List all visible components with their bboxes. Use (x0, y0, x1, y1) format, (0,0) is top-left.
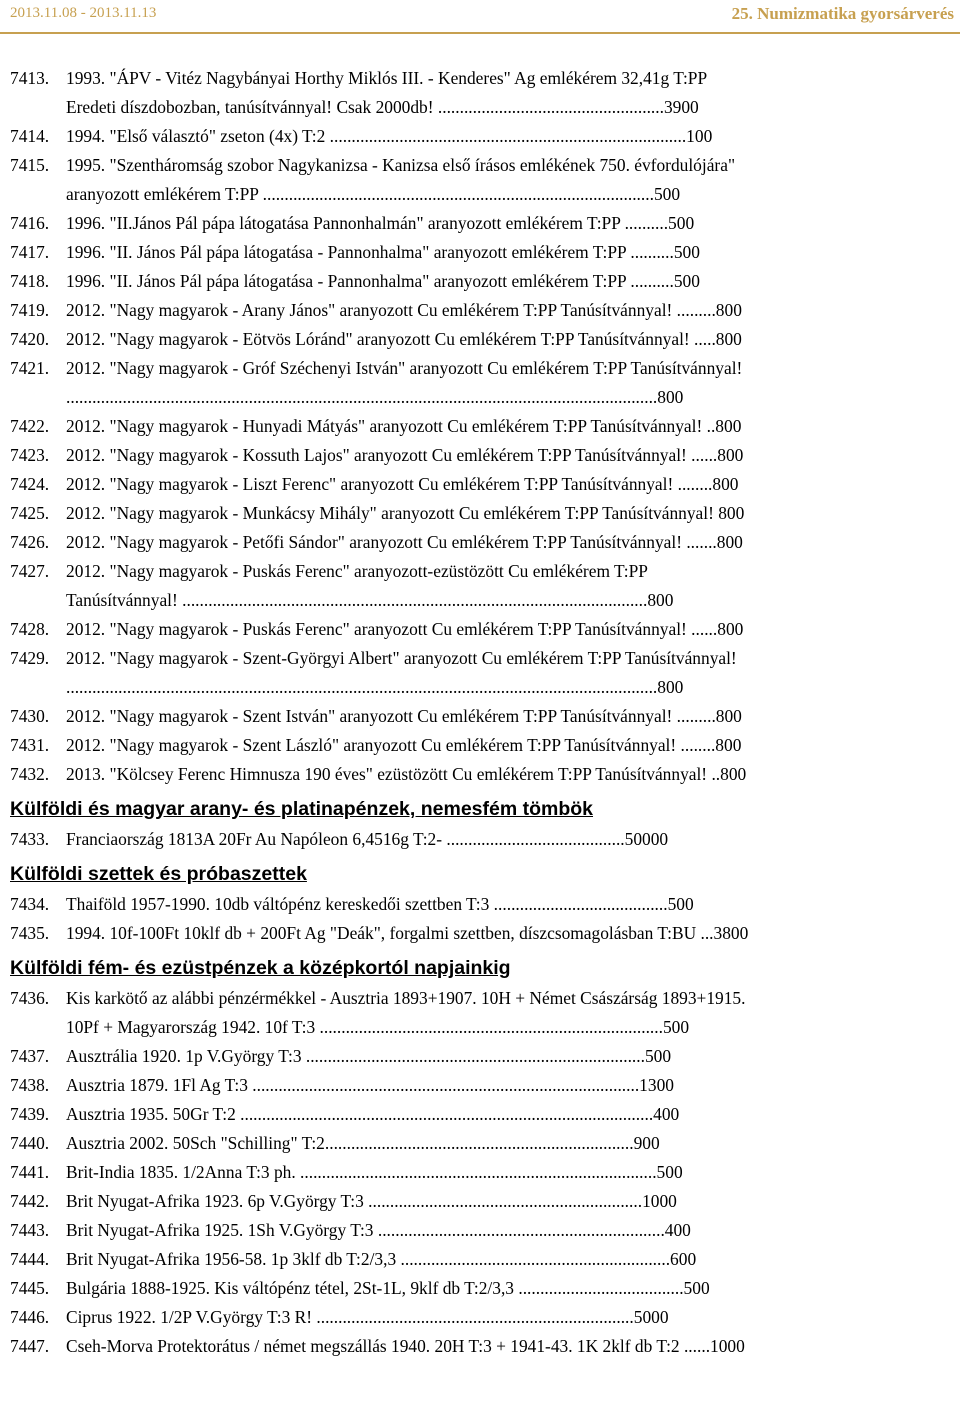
lot-description-line: Ciprus 1922. 1/2P V.György T:3 R! .........................................................................5000 (66, 1307, 669, 1327)
lot-item (10, 825, 872, 854)
lot-description-line: Eredeti díszdobozban, tanúsítvánnyal! Csak 2000db! ....................................................3900 (66, 97, 699, 117)
lot-description-line: 2012. "Nagy magyarok - Eötvös Lóránd" aranyozott Cu emlékérem T:PP Tanúsítvánnyal! .....800 (66, 329, 742, 349)
lot-item (10, 64, 872, 122)
lot-number: 7437. (10, 1046, 50, 1066)
section-heading: Külföldi és magyar arany- és platinapénzek, nemesfém tömbök (10, 798, 594, 820)
lot-number: 7439. (10, 1104, 50, 1124)
lot-number: 7420. (10, 329, 50, 349)
lot-item (10, 122, 872, 151)
lot-item (10, 731, 872, 760)
lot-number: 7431. (10, 735, 50, 755)
lot-number: 7421. (10, 358, 50, 378)
lot-item (10, 528, 872, 557)
lot-item (10, 984, 872, 1042)
lot-description-line: 2012. "Nagy magyarok - Petőfi Sándor" aranyozott Cu emlékérem T:PP Tanúsítvánnyal! .......800 (66, 532, 743, 552)
lot-description-line: 1995. "Szentháromság szobor Nagykanizsa - Kanizsa első írásos emlékének 750. évfordulójára" (66, 155, 736, 175)
lot-description-line: 1996. "II.János Pál pápa látogatása Pannonhalmán" aranyozott emlékérem T:PP ..........500 (66, 213, 695, 233)
lot-item (10, 441, 872, 470)
lot-item (10, 1216, 872, 1245)
lot-item (10, 151, 872, 209)
lot-number: 7423. (10, 445, 50, 465)
lot-item (10, 890, 872, 919)
lot-item (10, 325, 872, 354)
lot-description-line: Ausztria 1935. 50Gr T:2 ...............................................................................................400 (66, 1104, 680, 1124)
lot-description-line: 2012. "Nagy magyarok - Arany János" aranyozott Cu emlékérem T:PP Tanúsítvánnyal! .........800 (66, 300, 742, 320)
lot-description-line: 1994. "Első választó" zseton (4x) T:2 ..................................................................................100 (66, 126, 713, 146)
lot-item (10, 760, 872, 789)
lot-description-line: Cseh-Morva Protektorátus / német megszállás 1940. 20H T:3 + 1941-43. 1K 2klf db T:2 ......1000 (66, 1336, 745, 1356)
lot-description-line: Thaiföld 1957-1990. 10db váltópénz kereskedői szettben T:3 ........................................500 (66, 894, 694, 914)
lot-number: 7435. (10, 923, 50, 943)
lot-number: 7438. (10, 1075, 50, 1095)
section-heading: Külföldi fém- és ezüstpénzek a középkortól napjainkig (10, 957, 511, 979)
lot-item (10, 267, 872, 296)
lot-item (10, 615, 872, 644)
lot-number: 7424. (10, 474, 50, 494)
lot-description-line: Tanúsítvánnyal! ...........................................................................................................800 (66, 590, 674, 610)
lot-number: 7430. (10, 706, 50, 726)
lot-description-line: 2012. "Nagy magyarok - Szent-Györgyi Albert" aranyozott Cu emlékérem T:PP Tanúsítvánnyal! (66, 648, 737, 668)
lot-number: 7427. (10, 561, 50, 581)
lot-number: 7428. (10, 619, 50, 639)
lot-item (10, 1274, 872, 1303)
lot-number: 7433. (10, 829, 50, 849)
lot-description-line: Kis karkötő az alábbi pénzérmékkel - Ausztria 1893+1907. 10H + Német Császárság 1893+1915. (66, 988, 746, 1008)
lot-item (10, 499, 872, 528)
lot-number: 7416. (10, 213, 50, 233)
lot-number: 7444. (10, 1249, 50, 1269)
lot-description-line: Brit Nyugat-Afrika 1923. 6p V.György T:3 ...............................................................1000 (66, 1191, 677, 1211)
lot-description-line: 2013. "Kölcsey Ferenc Himnusza 190 éves" ezüstözött Cu emlékérem T:PP Tanúsítvánnyal! ..800 (66, 764, 747, 784)
lot-description-line: ........................................................................................................................................800 (66, 677, 684, 697)
lot-description-line: 1993. "ÁPV - Vitéz Nagybányai Horthy Miklós III. - Kenderes" Ag emlékérem 32,41g T:PP (66, 68, 708, 88)
lot-number: 7425. (10, 503, 50, 523)
lot-item (10, 1187, 872, 1216)
lot-description-line: Brit Nyugat-Afrika 1925. 1Sh V.György T:3 ..................................................................400 (66, 1220, 691, 1240)
lot-description-line: 1994. 10f-100Ft 10klf db + 200Ft Ag "Deák", forgalmi szettben, díszcsomagolásban T:BU ...3800 (66, 923, 749, 943)
lot-item (10, 702, 872, 731)
header-dates: 2013.11.08 - 2013.11.13 (10, 5, 157, 21)
lot-number: 7413. (10, 68, 50, 88)
lot-item (10, 209, 872, 238)
lot-item (10, 1071, 872, 1100)
lot-description-line: Ausztrália 1920. 1p V.György T:3 ..............................................................................500 (66, 1046, 672, 1066)
lot-description-line: Brit Nyugat-Afrika 1956-58. 1p 3klf db T:2/3,3 ..............................................................600 (66, 1249, 697, 1269)
lot-item (10, 1303, 872, 1332)
lot-description-line: 2012. "Nagy magyarok - Kossuth Lajos" aranyozott Cu emlékérem T:PP Tanúsítvánnyal! ......800 (66, 445, 744, 465)
lot-item (10, 557, 872, 615)
lot-number: 7419. (10, 300, 50, 320)
lot-number: 7445. (10, 1278, 50, 1298)
lot-number: 7446. (10, 1307, 50, 1327)
lot-item (10, 919, 872, 948)
lot-description-line: Ausztria 1879. 1Fl Ag T:3 .........................................................................................1300 (66, 1075, 674, 1095)
lot-description-line: Bulgária 1888-1925. Kis váltópénz tétel, 2St-1L, 9klf db T:2/3,3 ......................................500 (66, 1278, 710, 1298)
lot-item (10, 1129, 872, 1158)
lot-item (10, 644, 872, 702)
lot-description-line: 1996. "II. János Pál pápa látogatása - Pannonhalma" aranyozott emlékérem T:PP ..........500 (66, 271, 700, 291)
page-header (0, 0, 960, 36)
lot-description-line: ........................................................................................................................................800 (66, 387, 684, 407)
lot-item (10, 1100, 872, 1129)
lot-description-line: 2012. "Nagy magyarok - Liszt Ferenc" aranyozott Cu emlékérem T:PP Tanúsítvánnyal! ........800 (66, 474, 739, 494)
lot-item (10, 470, 872, 499)
lot-description-line: 2012. "Nagy magyarok - Gróf Széchenyi István" aranyozott Cu emlékérem T:PP Tanúsítvánnyal! (66, 358, 743, 378)
header-rule (0, 32, 960, 34)
lot-description-line: 10Pf + Magyarország 1942. 10f T:3 ...............................................................................500 (66, 1017, 690, 1037)
lot-number: 7447. (10, 1336, 50, 1356)
lot-number: 7436. (10, 988, 50, 1008)
lot-number: 7417. (10, 242, 50, 262)
lot-description-line: Ausztria 2002. 50Sch "Schilling" T:2.......................................................................900 (66, 1133, 660, 1153)
lot-number: 7414. (10, 126, 50, 146)
lot-number: 7442. (10, 1191, 50, 1211)
lot-number: 7434. (10, 894, 50, 914)
lot-description-line: 1996. "II. János Pál pápa látogatása - Pannonhalma" aranyozott emlékérem T:PP ..........500 (66, 242, 700, 262)
lot-item (10, 1158, 872, 1187)
lot-description-line: 2012. "Nagy magyarok - Puskás Ferenc" aranyozott Cu emlékérem T:PP Tanúsítvánnyal! ......800 (66, 619, 744, 639)
lot-item (10, 354, 872, 412)
catalog-content (10, 64, 872, 1361)
lot-item (10, 238, 872, 267)
lot-description-line: aranyozott emlékérem T:PP ..........................................................................................500 (66, 184, 681, 204)
lot-description-line: Franciaország 1813A 20Fr Au Napóleon 6,4516g T:2- .........................................50000 (66, 829, 669, 849)
lot-number: 7441. (10, 1162, 50, 1182)
lot-number: 7429. (10, 648, 50, 668)
lot-description-line: 2012. "Nagy magyarok - Szent István" aranyozott Cu emlékérem T:PP Tanúsítvánnyal! .........800 (66, 706, 742, 726)
lot-item (10, 1042, 872, 1071)
lot-item (10, 296, 872, 325)
lot-item (10, 1332, 872, 1361)
lot-description-line: 2012. "Nagy magyarok - Hunyadi Mátyás" aranyozott Cu emlékérem T:PP Tanúsítvánnyal! ..800 (66, 416, 742, 436)
lot-description-line: 2012. "Nagy magyarok - Munkácsy Mihály" aranyozott Cu emlékérem T:PP Tanúsítvánnyal! 800 (66, 503, 745, 523)
lot-number: 7418. (10, 271, 50, 291)
lot-item (10, 1245, 872, 1274)
lot-description-line: 2012. "Nagy magyarok - Szent László" aranyozott Cu emlékérem T:PP Tanúsítvánnyal! ........800 (66, 735, 742, 755)
lot-number: 7422. (10, 416, 50, 436)
lot-number: 7426. (10, 532, 50, 552)
lot-number: 7432. (10, 764, 50, 784)
lot-number: 7415. (10, 155, 50, 175)
lot-number: 7443. (10, 1220, 50, 1240)
lot-item (10, 412, 872, 441)
lot-description-line: Brit-India 1835. 1/2Anna T:3 ph. ..................................................................................500 (66, 1162, 683, 1182)
header-title: 25. Numizmatika gyorsárverés (731, 4, 954, 23)
lot-description-line: 2012. "Nagy magyarok - Puskás Ferenc" aranyozott-ezüstözött Cu emlékérem T:PP (66, 561, 648, 581)
lot-number: 7440. (10, 1133, 50, 1153)
section-heading: Külföldi szettek és próbaszettek (10, 863, 307, 885)
